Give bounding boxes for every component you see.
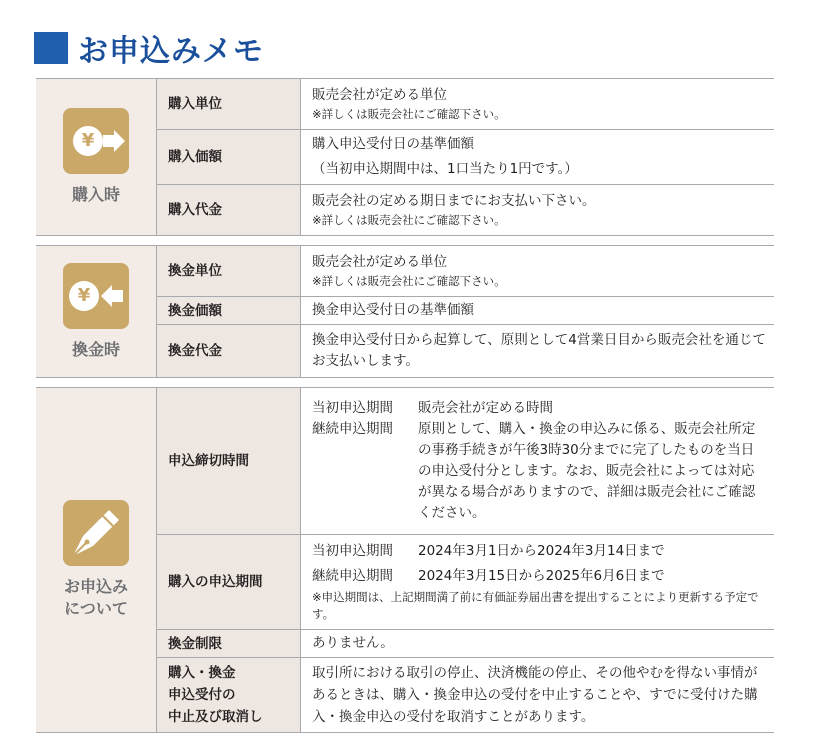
category-label-line-2: について	[64, 599, 128, 618]
row-label: 購入の申込期間	[157, 535, 301, 630]
title-marker	[34, 32, 68, 64]
value-text: 販売会社が定める単位	[312, 87, 447, 103]
value-text-2: （当初申込期間中は、1口当たり1円です。）	[312, 161, 578, 177]
category-purchase	[36, 79, 157, 236]
value-text: 購入申込受付日の基準価額	[312, 136, 474, 152]
value-note: ※詳しくは販売会社にご確認下さい。	[312, 274, 506, 288]
row-value	[301, 246, 775, 297]
row-label: 換金単位	[157, 246, 301, 297]
fountain-pen-icon	[63, 500, 129, 566]
kv-value: 2024年3月1日から2024年3月14日まで	[418, 543, 665, 559]
row-value: ありません。	[301, 630, 775, 658]
kv-value: 原則として、購入・換金の申込みに係る、販売会社所定の事務手続きが午後3時30分までに完了したものを当日の申込受付分とします。なお、販売会社によっては対応が異なる場合がありますので、詳細は販売会社にご確認ください。	[418, 421, 756, 521]
kv-continuous	[312, 566, 766, 587]
row-label-line-3: 中止及び取消し	[168, 709, 263, 725]
yen-buy-icon: ¥	[63, 108, 129, 174]
row-label-line-1: 購入・換金	[168, 665, 236, 681]
application-section	[36, 387, 774, 733]
kv-continuous	[312, 419, 766, 524]
yen-redeem-icon: ¥	[63, 263, 129, 329]
value-text: 販売会社の定める期日までにお支払い下さい。	[312, 193, 596, 209]
row-value: 換金申込受付日から起算して、原則として4営業日目から販売会社を通じてお支払いします。	[301, 325, 775, 378]
value-note: ※詳しくは販売会社にご確認下さい。	[312, 213, 506, 227]
row-label-line-2: 申込受付の	[168, 687, 236, 703]
category-label: 購入時	[71, 185, 120, 204]
table-row	[36, 79, 774, 130]
page-header	[34, 28, 264, 68]
redemption-section	[36, 245, 774, 378]
row-label: 換金制限	[157, 630, 301, 658]
kv-value: 販売会社が定める時間	[418, 400, 553, 416]
row-value	[301, 388, 775, 535]
row-value	[301, 185, 775, 236]
table-row	[36, 246, 774, 297]
row-label	[157, 658, 301, 733]
row-value: 換金申込受付日の基準価額	[301, 297, 775, 325]
kv-initial	[312, 541, 766, 562]
page-title: お申込みメモ	[78, 34, 264, 69]
value-note: ※詳しくは販売会社にご確認下さい。	[312, 107, 506, 121]
row-label: 換金代金	[157, 325, 301, 378]
value-text: 販売会社が定める単位	[312, 254, 447, 270]
row-label: 申込締切時間	[157, 388, 301, 535]
value-note: ※申込期間は、上記期間満了前に有価証券届出書を提出することにより更新する予定です。	[312, 590, 759, 621]
row-value	[301, 79, 775, 130]
row-label: 購入単位	[157, 79, 301, 130]
kv-initial	[312, 398, 766, 419]
row-label: 換金価額	[157, 297, 301, 325]
row-label: 購入価額	[157, 130, 301, 185]
kv-key: 当初申込期間	[312, 400, 393, 416]
row-value	[301, 535, 775, 630]
table-row	[36, 388, 774, 535]
kv-key: 継続申込期間	[312, 568, 393, 584]
category-label-line-1: お申込み	[63, 577, 128, 596]
kv-key: 当初申込期間	[312, 543, 393, 559]
category-label: 換金時	[71, 339, 120, 359]
kv-value: 2024年3月15日から2025年6月6日まで	[418, 568, 665, 584]
row-value	[301, 130, 775, 185]
purchase-section	[36, 78, 774, 236]
row-value: 取引所における取引の停止、決済機能の停止、その他やむを得ない事情があるときは、購入・換金申込の受付を中止することや、すでに受付けた購入・換金申込の受付を取消すことがあります。	[301, 658, 775, 733]
kv-key: 継続申込期間	[312, 421, 393, 437]
category-application	[36, 388, 157, 733]
category-redemption	[36, 246, 157, 378]
row-label: 購入代金	[157, 185, 301, 236]
